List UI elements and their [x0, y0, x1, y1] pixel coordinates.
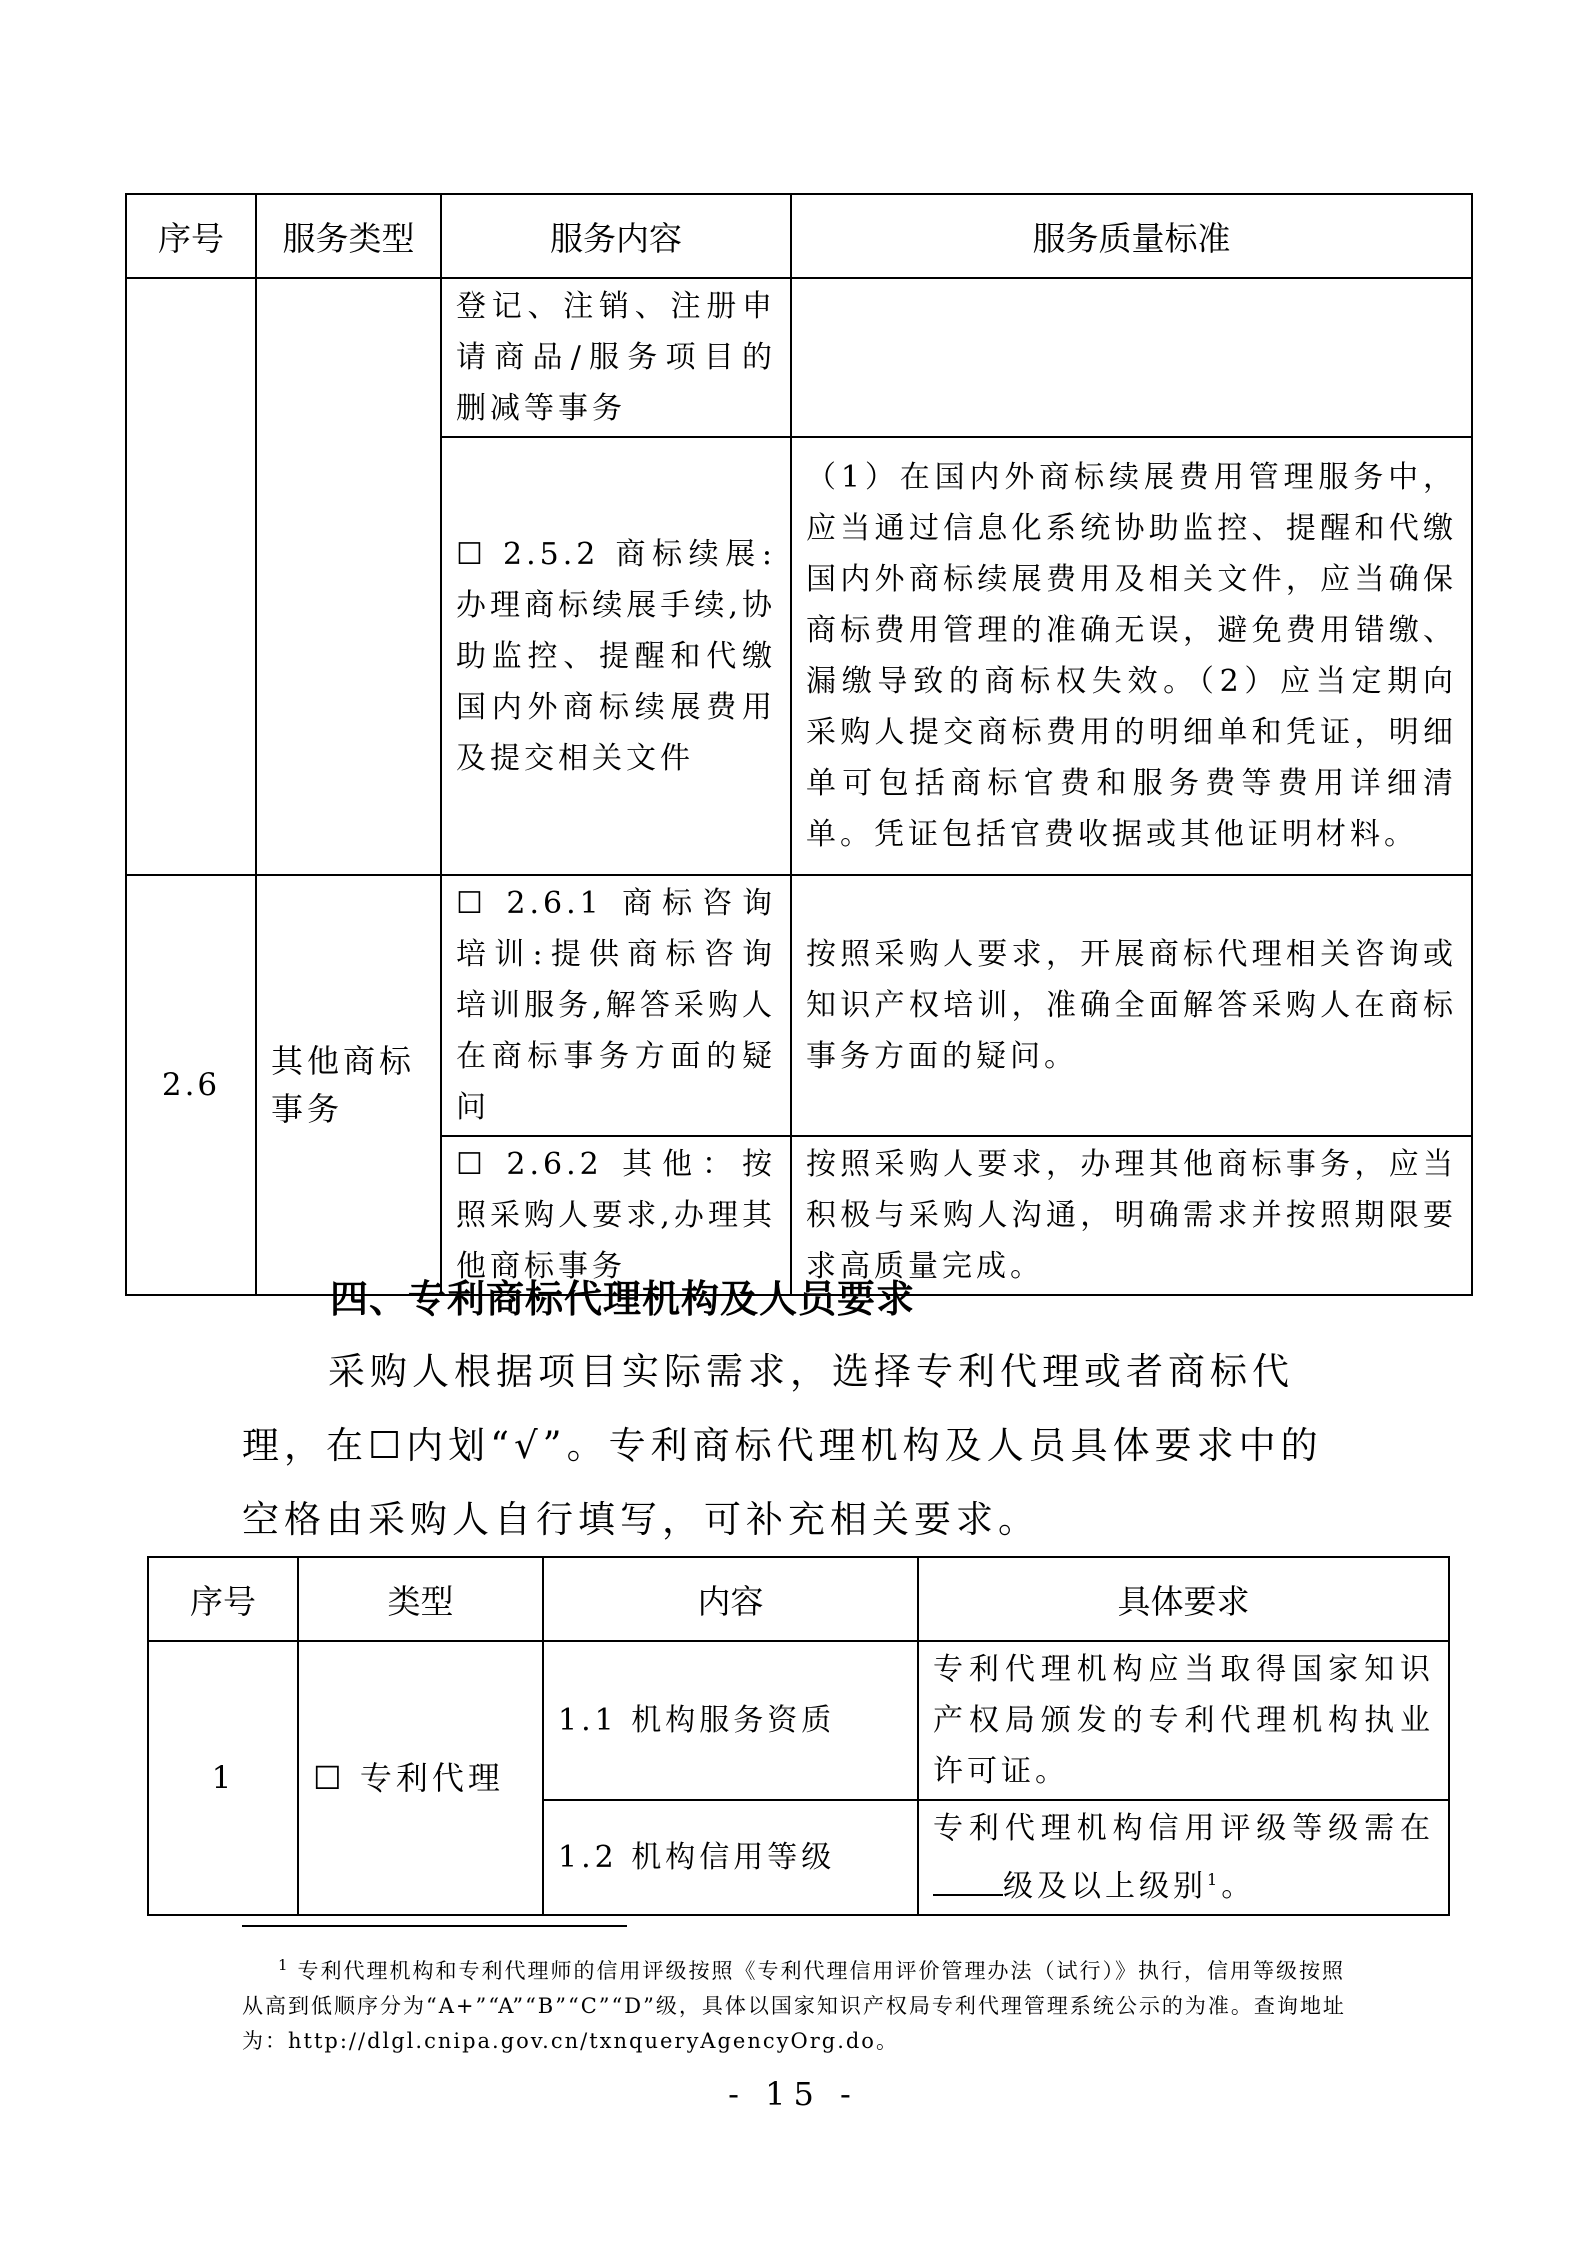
- patent-agency-checkbox[interactable]: ☐: [313, 1759, 346, 1797]
- number-cell-empty: [126, 278, 256, 875]
- quality-standard-cell: [791, 278, 1472, 437]
- table-header-row: [148, 1557, 1449, 1641]
- service-content-cell: ☐ 2.5.2 商标续展:办理商标续展手续,协助监控、提醒和代缴国内外商标续展费用及提交相关文件: [441, 437, 791, 875]
- service-type-cell: 其他商标事务: [256, 875, 441, 1295]
- type-cell: [298, 1641, 543, 1915]
- table-row: [126, 875, 1472, 1136]
- header-service-type: 服务类型: [256, 194, 441, 278]
- service-content-cell: ☐ 2.6.2 其他：按照采购人要求,办理其他商标事务: [441, 1136, 791, 1295]
- quality-standard-cell: （1）在国内外商标续展费用管理服务中，应当通过信息化系统协助监控、提醒和代缴国内外商标续展费用及相关文件，应当确保商标费用管理的准确无误，避免费用错缴、漏缴导致的商标权失效。（2）应当定期向采购人提交商标费用的明细单和凭证，明细单可包括商标官费和服务费等费用详细清单。凭证包括官费收据或其他证明材料。: [791, 437, 1472, 875]
- table-row: [148, 1641, 1449, 1800]
- row-number: 1: [148, 1641, 298, 1915]
- row-number: 2.6: [126, 875, 256, 1295]
- header-requirement: 具体要求: [918, 1557, 1449, 1641]
- quality-standard-cell: 按照采购人要求，办理其他商标事务，应当积极与采购人沟通，明确需求并按照期限要求高质量完成。: [791, 1136, 1472, 1295]
- header-number: 序号: [148, 1557, 298, 1641]
- footnote-reference[interactable]: 1: [1207, 1870, 1222, 1889]
- header-content: 内容: [543, 1557, 918, 1641]
- header-type: 类型: [298, 1557, 543, 1641]
- section-heading: 四、专利商标代理机构及人员要求: [330, 1277, 916, 1321]
- type-cell-empty: [256, 278, 441, 875]
- footnote-mark: 1: [278, 1956, 290, 1974]
- fill-in-blank[interactable]: [933, 1870, 1003, 1896]
- service-standards-table: [125, 193, 1473, 1296]
- header-quality-standard: 服务质量标准: [791, 194, 1472, 278]
- type-label: 专利代理: [359, 1759, 504, 1797]
- header-number: 序号: [126, 194, 256, 278]
- table-header-row: [126, 194, 1472, 278]
- service-content-cell: ☐ 2.6.1 商标咨询培训:提供商标咨询培训服务,解答采购人在商标事务方面的疑问: [441, 875, 791, 1136]
- requirement-cell: [918, 1800, 1449, 1915]
- footnote: [242, 1948, 1352, 2059]
- quality-standard-cell: 按照采购人要求，开展商标代理相关咨询或知识产权培训，准确全面解答采购人在商标事务方面的疑问。: [791, 875, 1472, 1136]
- table-row: [126, 278, 1472, 437]
- footnote-text: 专利代理机构和专利代理师的信用评级按照《专利代理信用评价管理办法（试行）》执行，信用等级按照从高到低顺序分为“A+”“A”“B”“C”“D”级，具体以国家知识产权局专利代理管理系统公示的为准。查询地址为：http://dlgl.cnipa.gov.cn/txnqueryAgencyOrg.do。: [242, 1959, 1346, 2053]
- requirement-text-end: 。: [1221, 1869, 1256, 1904]
- requirement-cell: 专利代理机构应当取得国家知识产权局颁发的专利代理机构执业许可证。: [918, 1641, 1449, 1800]
- content-cell: 1.1 机构服务资质: [543, 1641, 918, 1800]
- footnote-divider: [242, 1925, 627, 1927]
- service-content-cell: 登记、注销、注册申请商品/服务项目的删减等事务: [441, 278, 791, 437]
- content-cell: 1.2 机构信用等级: [543, 1800, 918, 1915]
- agency-requirements-table: [147, 1556, 1450, 1916]
- requirement-text-after: 级及以上级别: [1003, 1869, 1207, 1904]
- header-service-content: 服务内容: [441, 194, 791, 278]
- page-number: - 15 -: [728, 2075, 859, 2113]
- section-paragraph: 采购人根据项目实际需求，选择专利代理或者商标代理，在☐内划“√”。专利商标代理机构及人员具体要求中的空格由采购人自行填写，可补充相关要求。: [242, 1350, 1323, 1541]
- requirement-text-before: 专利代理机构信用评级等级需在: [933, 1811, 1434, 1846]
